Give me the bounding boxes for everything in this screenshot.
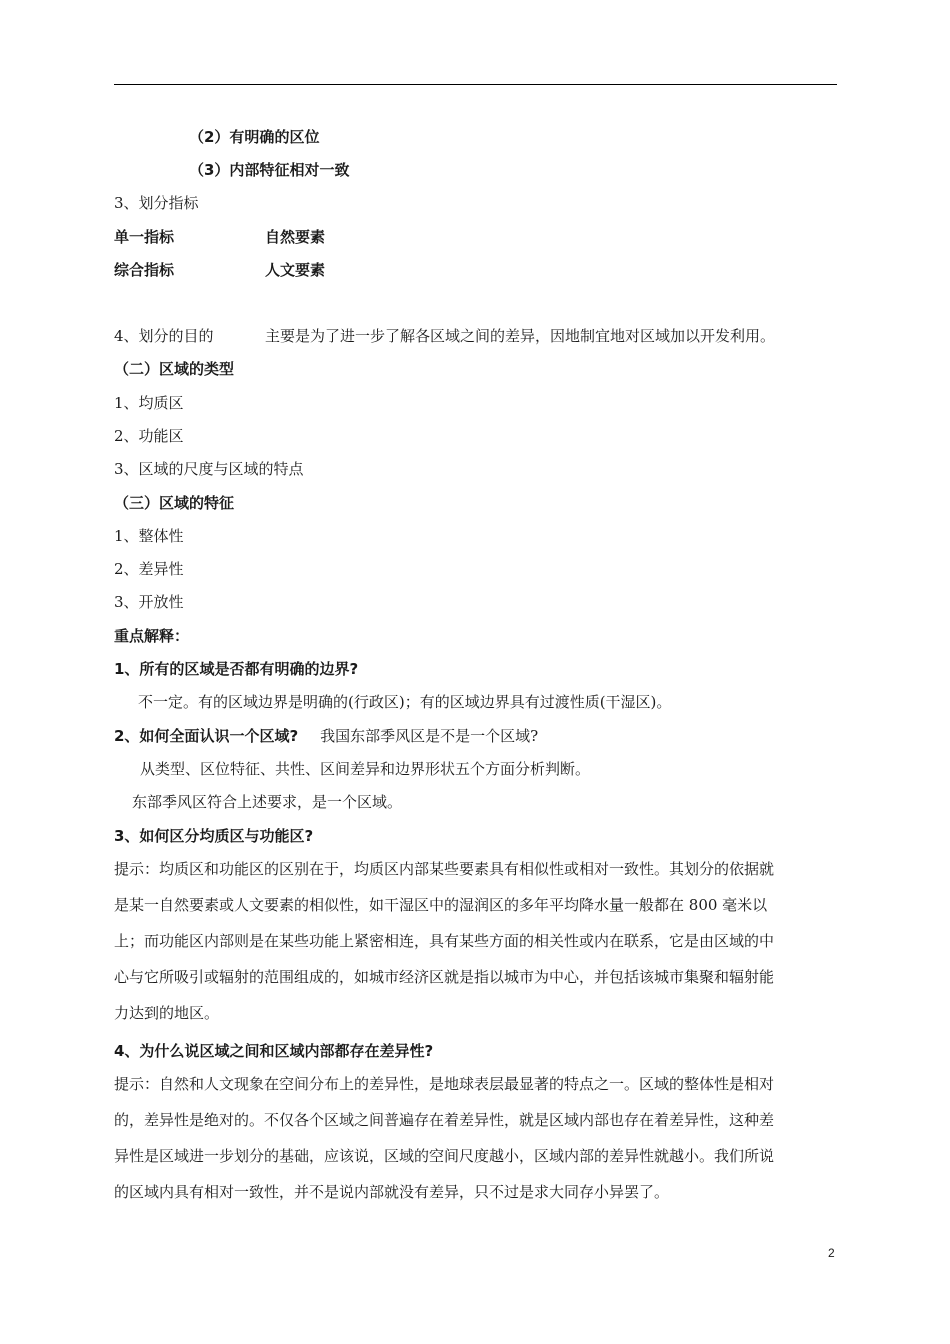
features-item: 3、开放性 [114, 593, 184, 611]
answer-4-line: 的，差异性是绝对的。不仅各个区域之间普遍存在着差异性，就是区域内部也存在着差异性，这种差 [114, 1111, 775, 1129]
header-rule [114, 84, 837, 85]
item-consistent-features: （3）内部特征相对一致 [189, 161, 350, 179]
answer-2-line: 从类型、区位特征、共性、区间差异和边界形状五个方面分析判断。 [140, 760, 591, 778]
answer-2-line: 东部季风区符合上述要求，是一个区域。 [132, 793, 403, 811]
features-item: 2、差异性 [114, 560, 184, 578]
features-title: （三）区域的特征 [114, 494, 235, 512]
answer-3-line: 上；而功能区内部则是在某些功能上紧密相连，具有某些方面的相关性或内在联系，它是由区域的中 [114, 932, 775, 950]
answer-4-line: 异性是区域进一步划分的基础，应该说，区域的空间尺度越小，区域内部的差异性就越小。我们所说 [114, 1147, 775, 1165]
types-item: 2、功能区 [114, 427, 184, 445]
answer-3-line: 是某一自然要素或人文要素的相似性，如干湿区中的湿润区的多年平均降水量一般都在 800 毫米以 [114, 896, 768, 914]
question-2 [114, 726, 538, 746]
features-item: 1、整体性 [114, 527, 184, 545]
types-item: 1、均质区 [114, 394, 184, 412]
indicator-natural: 自然要素 [265, 228, 326, 246]
question-2-bold: 2、如何全面认识一个区域? [114, 727, 299, 745]
answer-1: 不一定。有的区域边界是明确的(行政区)；有的区域边界具有过渡性质(干湿区)。 [138, 693, 672, 711]
indicator-single: 单一指标 [114, 228, 175, 246]
indicator-human: 人文要素 [265, 261, 326, 279]
key-points-title: 重点解释： [114, 627, 190, 645]
types-item: 3、区域的尺度与区域的特点 [114, 460, 304, 478]
section4-label: 4、划分的目的 [114, 327, 214, 345]
section3-title: 3、划分指标 [114, 194, 199, 212]
question-3: 3、如何区分均质区与功能区? [114, 827, 314, 845]
answer-4-line: 提示：自然和人文现象在空间分布上的差异性，是地球表层最显著的特点之一。区域的整体性是相对 [114, 1075, 775, 1093]
types-title: （二）区域的类型 [114, 360, 235, 378]
item-clear-location: （2）有明确的区位 [189, 128, 320, 146]
answer-3-line: 力达到的地区。 [114, 1004, 220, 1022]
answer-3-line: 心与它所吸引或辐射的范围组成的，如城市经济区就是指以城市为中心，并包括该城市集聚和辐射能 [114, 968, 775, 986]
question-2-rest: 我国东部季风区是不是一个区域? [320, 727, 539, 745]
answer-3-line: 提示：均质区和功能区的区别在于，均质区内部某些要素具有相似性或相对一致性。其划分的依据就 [114, 860, 775, 878]
question-4: 4、为什么说区域之间和区域内部都存在差异性? [114, 1042, 434, 1060]
indicator-composite: 综合指标 [114, 261, 175, 279]
question-1: 1、所有的区域是否都有明确的边界? [114, 660, 359, 678]
answer-4-line: 的区域内具有相对一致性，并不是说内部就没有差异，只不过是求大同存小异罢了。 [114, 1183, 670, 1201]
page-number: 2 [828, 1246, 835, 1260]
section4-text: 主要是为了进一步了解各区域之间的差异，因地制宜地对区域加以开发利用。 [265, 327, 776, 345]
